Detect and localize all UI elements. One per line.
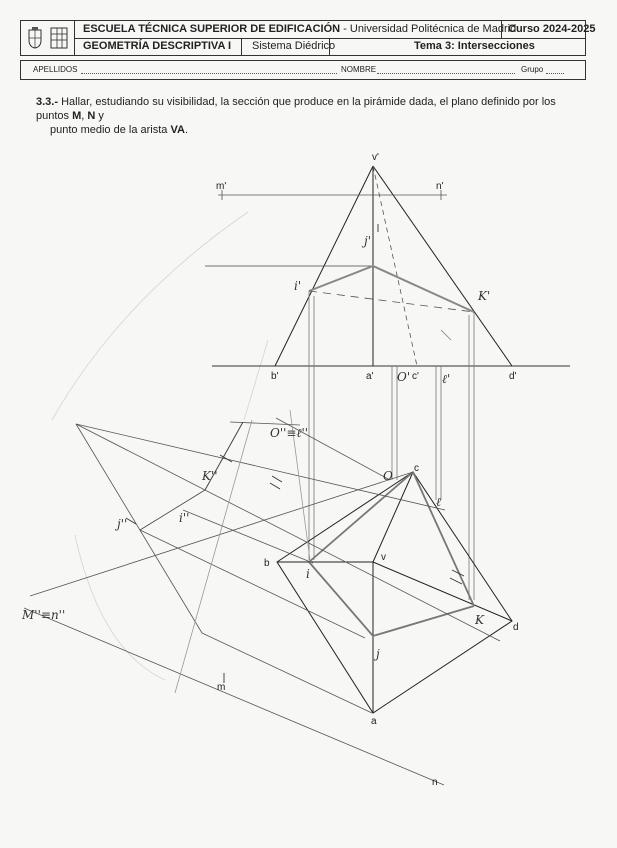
point-m: M bbox=[72, 110, 82, 122]
title-row-1 bbox=[75, 21, 596, 39]
label-d1: d' bbox=[509, 371, 517, 382]
label-m1: m' bbox=[216, 181, 227, 192]
label-i1: i' bbox=[294, 279, 302, 293]
edge-va: VA bbox=[170, 124, 185, 136]
surname-label: APELLIDOS bbox=[33, 65, 78, 74]
label-c1: c' bbox=[412, 371, 419, 382]
label-b1: b' bbox=[271, 371, 279, 382]
school-name: ESCUELA TÉCNICA SUPERIOR DE EDIFICACIÓN - Universidad Politécnica de Madrid bbox=[83, 23, 517, 35]
student-identification-row bbox=[20, 60, 586, 80]
school-building-icon bbox=[49, 26, 69, 50]
label-i-plan: i bbox=[306, 567, 310, 581]
label-i-side: i'' bbox=[179, 511, 190, 525]
label-o-plan: O bbox=[383, 469, 393, 483]
label-l1: ℓ' bbox=[442, 372, 451, 386]
label-ol-side: O''≡ℓ'' bbox=[270, 426, 309, 440]
label-l-plan: ℓ bbox=[436, 495, 441, 509]
label-n1: n' bbox=[436, 181, 444, 192]
label-a1: a' bbox=[366, 371, 374, 382]
exercise-statement: 3.3.- Hallar, estudiando su visibilidad, la sección que produce en la pirámide dada, el plano definido por los puntos M, N y punto medio de la arista VA. bbox=[36, 96, 556, 136]
label-a: a bbox=[371, 716, 377, 727]
construction-arc bbox=[244, 340, 268, 420]
label-m: m bbox=[217, 682, 226, 693]
label-k-side: K'' bbox=[202, 469, 218, 483]
label-j-side: j'' bbox=[117, 517, 128, 531]
name-field[interactable] bbox=[377, 73, 515, 74]
point-n: N bbox=[87, 110, 96, 122]
topic-name: Tema 3: Intersecciones bbox=[329, 38, 587, 55]
construction-line-light bbox=[175, 420, 252, 693]
plan-pyramid bbox=[277, 472, 512, 713]
course-year: Curso 2024-2025 bbox=[501, 21, 587, 38]
system-name: Sistema Diédrico bbox=[241, 38, 329, 55]
group-field[interactable] bbox=[546, 73, 564, 74]
label-k1: K' bbox=[478, 289, 491, 303]
label-v1: v' bbox=[372, 152, 379, 163]
label-c: c bbox=[414, 463, 419, 474]
university-crest-icon bbox=[27, 27, 43, 49]
logo-area bbox=[21, 21, 75, 55]
label-k-plan: K bbox=[475, 613, 484, 627]
label-d: d bbox=[513, 622, 519, 633]
label-v: v bbox=[381, 552, 386, 563]
label-n: n bbox=[432, 777, 438, 788]
statement-text-1: Hallar, estudiando su visibilidad, la sección que produce en la pirámide dada, el plano definido por los puntos bbox=[36, 96, 556, 122]
group-label: Grupo bbox=[521, 65, 544, 74]
exercise-number: 3.3.- bbox=[36, 96, 59, 108]
elevation-section bbox=[309, 266, 474, 312]
label-mn-side: M''≡n'' bbox=[22, 608, 66, 622]
label-b: b bbox=[264, 558, 270, 569]
label-j-plan: j bbox=[376, 647, 380, 661]
subject-name: GEOMETRÍA DESCRIPTIVA I bbox=[83, 40, 232, 52]
name-label: NOMBRE bbox=[341, 65, 377, 74]
construction-arc bbox=[52, 212, 248, 420]
hidden-edge-vc bbox=[373, 166, 417, 366]
title-block bbox=[20, 20, 596, 56]
statement-text-2: punto medio de la arista bbox=[50, 124, 168, 136]
surname-field[interactable] bbox=[81, 73, 337, 74]
rabatment-line bbox=[140, 490, 205, 530]
label-j1: j' bbox=[364, 234, 372, 248]
label-o1: O' bbox=[397, 370, 411, 384]
plan-section bbox=[309, 472, 474, 636]
title-row-2 bbox=[75, 38, 585, 55]
